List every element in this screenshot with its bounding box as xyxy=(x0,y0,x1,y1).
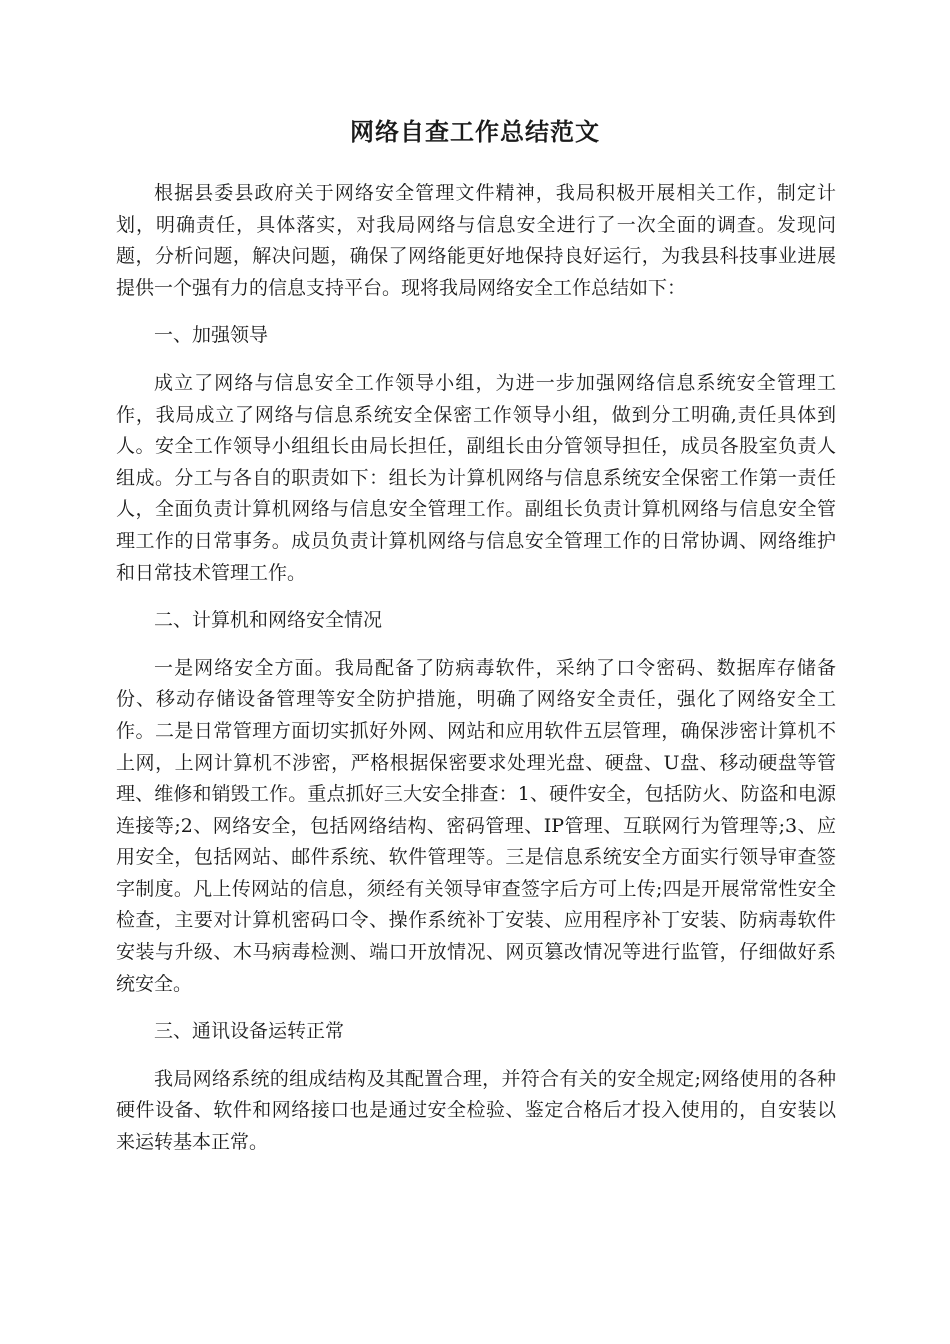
section-body-communication: 我局网络系统的组成结构及其配置合理，并符合有关的安全规定;网络使用的各种硬件设备、软件和网络接口也是通过安全检验、鉴定合格后才投入使用的，自安装以来运转基本正常。 xyxy=(116,1067,836,1154)
document-title: 网络自查工作总结范文 xyxy=(350,118,600,146)
intro-paragraph: 根据县委县政府关于网络安全管理文件精神，我局积极开展相关工作，制定计划，明确责任，具体落实，对我局网络与信息安全进行了一次全面的调查。发现问题，分析问题，解决问题，确保了网络能更好地保持良好运行，为我县科技事业进展提供一个强有力的信息支持平台。现将我局网络安全工作总结如下： xyxy=(116,182,836,299)
section-body-leadership: 成立了网络与信息安全工作领导小组，为进一步加强网络信息系统安全管理工作，我局成立了网络与信息系统安全保密工作领导小组，做到分工明确,责任具体到人。安全工作领导小组组长由局长担任，副组长由分管领导担任，成员各股室负责人组成。分工与各自的职责如下：组长为计算机网络与信息系统安全保密工作第一责任人，全面负责计算机网络与信息安全管理工作。副组长负责计算机网络与信息安全管理工作的日常事务。成员负责计算机网络与信息安全管理工作的日常协调、网络维护和日常技术管理工作。 xyxy=(116,371,836,584)
section-heading-network-security: 二、计算机和网络安全情况 xyxy=(154,609,383,632)
section-heading-communication: 三、通讯设备运转正常 xyxy=(154,1020,345,1043)
section-body-network-security: 一是网络安全方面。我局配备了防病毒软件，采纳了口令密码、数据库存储备份、移动存储设备管理等安全防护措施，明确了网络安全责任，强化了网络安全工作。二是日常管理方面切实抓好外网、网站和应用软件五层管理，确保涉密计算机不上网，上网计算机不涉密，严格根据保密要求处理光盘、硬盘、U盘、移动硬盘等管理、维修和销毁工作。重点抓好三大安全排查：1、硬件安全，包括防火、防盗和电源连接等;2、网络安全，包括网络结构、密码管理、IP管理、互联网行为管理等;3、应用安全，包括网站、邮件系统、软件管理等。三是信息系统安全方面实行领导审查签字制度。凡上传网站的信息，须经有关领导审查签字后方可上传;四是开展常常性安全检查，主要对计算机密码口令、操作系统补丁安装、应用程序补丁安装、防病毒软件安装与升级、木马病毒检测、端口开放情况、网页篡改情况等进行监管，仔细做好系统安全。 xyxy=(116,656,836,995)
section-heading-leadership: 一、加强领导 xyxy=(154,324,269,347)
document-body xyxy=(116,178,836,1175)
